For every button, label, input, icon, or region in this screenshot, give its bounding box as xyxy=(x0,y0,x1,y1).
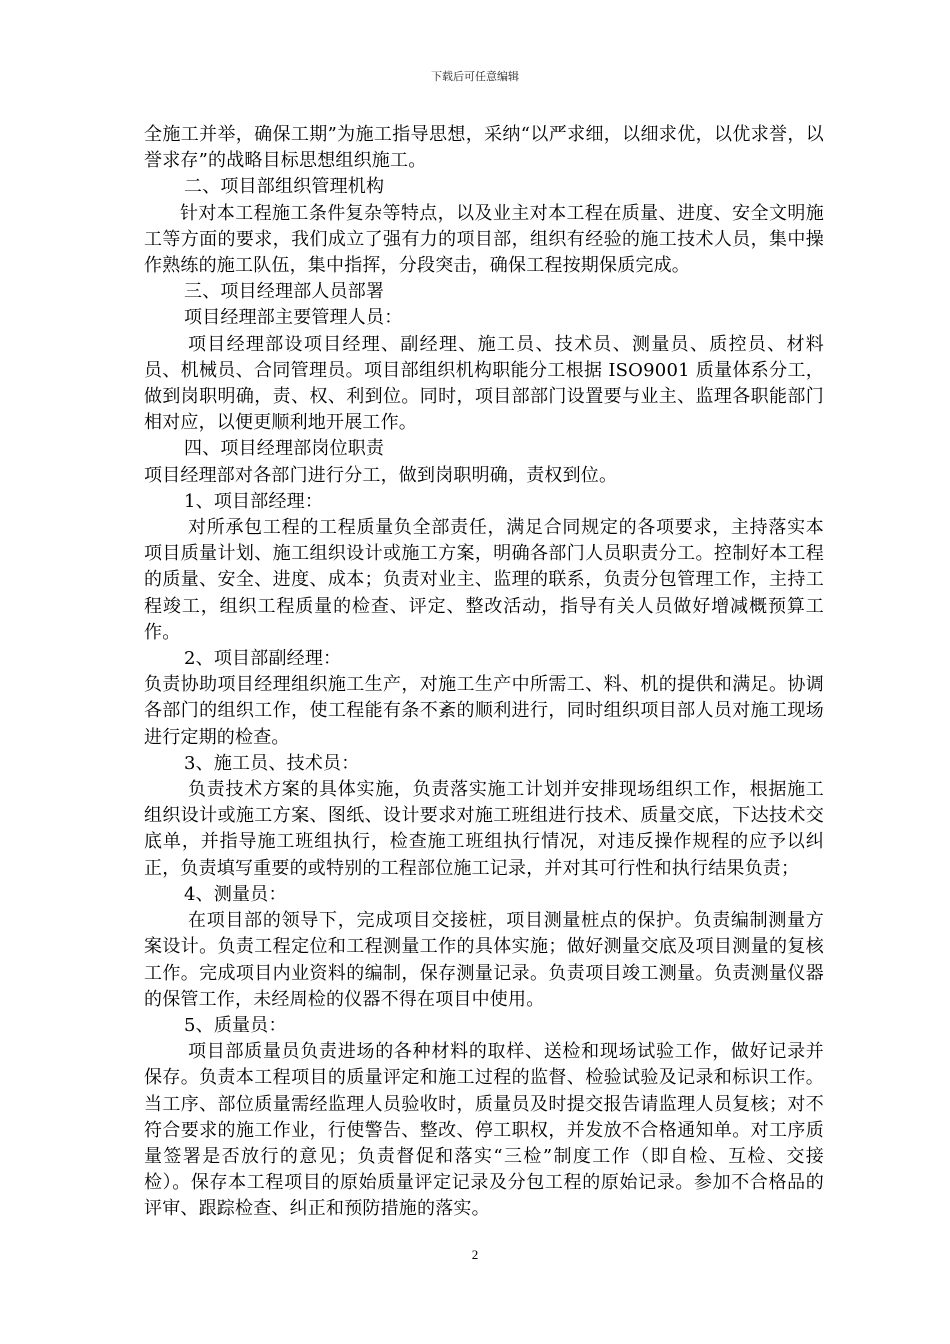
subheading-surveyor: 4、测量员： xyxy=(184,883,287,905)
page-header: 下载后可任意编辑 xyxy=(431,70,519,83)
paragraph-division-of-labor: 项目经理部对各部门进行分工，做到岗职明确，责权到位。 xyxy=(144,464,618,486)
section-heading-4: 四、项目经理部岗位职责 xyxy=(184,438,385,460)
section-heading-2: 二、项目部组织管理机构 xyxy=(184,176,385,198)
paragraph-continuation: 全施工并举，确保工期”为施工指导思想，采纳“以严求细，以细求优，以优求誉，以誉求存”的战略目标思想组织施工。 xyxy=(144,124,824,172)
subheading-quality-inspector: 5、质量员： xyxy=(184,1014,287,1036)
document-body xyxy=(144,122,824,1223)
subheading-construction-technician: 3、施工员、技术员： xyxy=(184,752,360,774)
page-number: 2 xyxy=(471,1247,479,1262)
paragraph-quality-inspector: 项目部质量员负责进场的各种材料的取样、送检和现场试验工作，做好记录并保存。负责本工程项目的质量评定和施工过程的监督、检验试验及记录和标识工作。当工序、部位质量需经监理人员验收时，质量员及时提交报告请监理人员复核；对不符合要求的施工作业，行使警告、整改、停工职权，并发放不合格通知单。对工序质量签署是否放行的意见；负责督促和落实“三检”制度工作（即自检、互检、交接检）。保存本工程项目的原始质量评定记录及分包工程的原始记录。参加不合格品的评审、跟踪检查、纠正和预防措施的落实。 xyxy=(144,1041,824,1220)
subheading-project-manager: 1、项目部经理： xyxy=(184,490,324,512)
paragraph-construction-technician: 负责技术方案的具体实施，负责落实施工计划并安排现场组织工作，根据施工组织设计或施工方案、图纸、设计要求对施工班组进行技术、质量交底，下达技术交底单，并指导施工班组执行，检查施工班组执行情况，对违反操作规程的应予以纠正，负责填写重要的或特别的工程部位施工记录，并对其可行性和执行结果负责； xyxy=(144,779,824,879)
subheading-main-staff: 项目经理部主要管理人员： xyxy=(184,307,403,329)
section-heading-3: 三、项目经理部人员部署 xyxy=(184,281,385,303)
paragraph-staff-deployment: 项目经理部设项目经理、副经理、施工员、技术员、测量员、质控员、材料员、机械员、合同管理员。项目部组织机构职能分工根据 ISO9001 质量体系分工，做到岗职明确，责、权、利到位。同时，项目部部门设置要与业主、监理各职能部门相对应，以便更顺利地开展工作。 xyxy=(144,333,824,434)
subheading-deputy-manager: 2、项目部副经理： xyxy=(184,648,342,670)
paragraph-deputy-manager: 负责协助项目经理组织施工生产，对施工生产中所需工、料、机的提供和满足。协调各部门的组织工作，使工程能有条不紊的顺利进行，同时组织项目部人员对施工现场进行定期的检查。 xyxy=(144,674,824,748)
paragraph-organization: 针对本工程施工条件复杂等特点，以及业主对本工程在质量、进度、安全文明施工等方面的要求，我们成立了强有力的项目部，组织有经验的施工技术人员，集中操作熟练的施工队伍，集中指挥，分段突击，确保工程按期保质完成。 xyxy=(144,202,824,277)
paragraph-surveyor: 在项目部的领导下，完成项目交接桩，项目测量桩点的保护。负责编制测量方案设计。负责工程定位和工程测量工作的具体实施；做好测量交底及项目测量的复核工作。完成项目内业资料的编制，保存测量记录。负责项目竣工测量。负责测量仪器的保管工作，未经周检的仪器不得在项目中使用。 xyxy=(144,910,824,1010)
paragraph-project-manager: 对所承包工程的工程质量负全部责任，满足合同规定的各项要求，主持落实本项目质量计划、施工组织设计或施工方案，明确各部门人员职责分工。控制好本工程的质量、安全、进度、成本；负责对业主、监理的联系，负责分包管理工作，主持工程竣工，组织工程质量的检查、评定、整改活动，指导有关人员做好增减概预算工作。 xyxy=(144,517,824,643)
